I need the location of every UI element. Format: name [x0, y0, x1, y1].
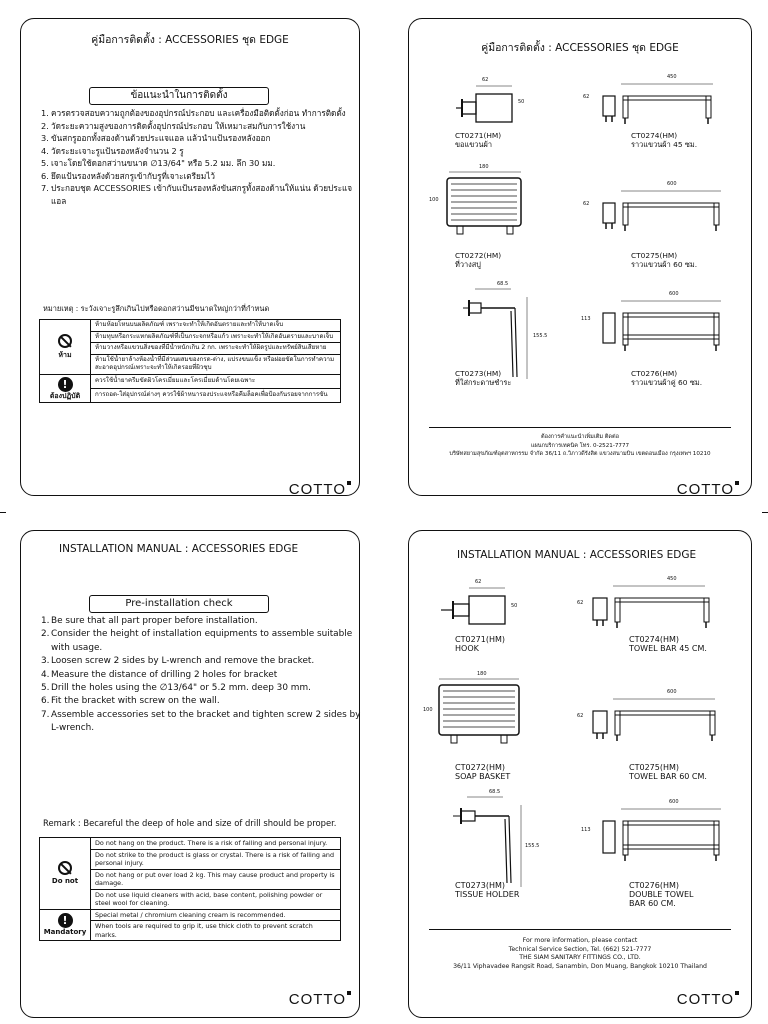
mandatory-item: ควรใช้น้ำยาครีมขัดผิวโครเมี่ยมและโครเมี่ยมด้านโดยเฉพาะ	[91, 374, 341, 388]
step-item: 2. วัดระยะความสูงของการติดตั้งอุปกรณ์ประกอบ ให้เหมาะสมกับการใช้งาน	[41, 120, 306, 131]
english-instructions-panel	[20, 530, 360, 1018]
towel-bar-45-drawing: 450 62	[587, 74, 747, 144]
product-caption: CT0274(HM) TOWEL BAR 45 CM.	[629, 635, 707, 653]
product-caption: CT0276(HM) ราวแขวนผ้าคู่ 60 ซม.	[631, 369, 703, 387]
page-title: INSTALLATION MANUAL : ACCESSORIES EDGE	[59, 543, 299, 555]
prohibited-icon	[58, 861, 72, 875]
donot-item: ห้ามห้อยโหนบนผลิตภัณฑ์ เพราะจะทำให้เกิดอันตรายและทำให้บาดเจ็บ	[91, 320, 341, 332]
donot-item: ห้ามทุบหรือกระแทกผลิตภัณฑ์ที่เป็นกระจกหรือแก้ว เพราะจะทำให้เกิดอันตรายและบาดเจ็บ	[91, 331, 341, 343]
mandatory-symbol-cell: ! ต้องปฏิบัติ	[40, 374, 91, 403]
donot-item: ห้ามวางหรือแขวนสิ่งของที่มีน้ำหนักเกิน 2 กก. เพราะจะทำให้ผิดรูปและทรัพย์สินเสียหาย	[91, 343, 341, 355]
pre-installation-heading: ข้อแนะนำในการติดตั้ง	[89, 87, 269, 105]
installation-steps	[41, 615, 361, 736]
page-title: INSTALLATION MANUAL : ACCESSORIES EDGE	[457, 549, 697, 561]
thai-products-panel	[408, 18, 752, 496]
english-products-panel	[408, 530, 752, 1018]
cotto-logo: COTTO	[289, 991, 351, 1008]
step-item: 2. Consider the height of installation equipments to assemble suitable with usage.	[41, 629, 353, 653]
double-towel-bar-drawing: 600 113	[581, 291, 749, 361]
exclamation-icon: !	[58, 377, 73, 392]
soap-basket-drawing: 180 100	[427, 671, 527, 751]
mandatory-item: When tools are required to grip it, use thick cloth to prevent scratch marks.	[91, 921, 341, 941]
donot-symbol-cell: Do not	[40, 838, 91, 910]
remark-text: Remark : Becareful the deep of hole and size of drill should be proper.	[43, 818, 337, 828]
mandatory-symbol-cell: ! Mandatory	[40, 909, 91, 941]
step-item: 4. Measure the distance of drilling 2 holes for bracket	[41, 669, 278, 680]
step-item: 1. Be sure that all part proper before installation.	[41, 616, 258, 626]
contact-info: ต้องการคำแนะนำเพิ่มเติม ติดต่อ แผนกบริการเทคนิค โทร. 0-2521-7777 บริษัทสยามสุขภัณฑ์อุตสาหกรรม จำกัด 36/11 ถ.วิภาวดีรังสิต แขวงสนามบิน เขตดอนเมือง กรุงเทพฯ 10210	[449, 434, 711, 457]
step-item: 3. ขันสกรูออกทั้งสองด้านด้วยประแจแอล แล้วนำแป้นรองหลังออก	[41, 133, 271, 143]
product-caption: CT0273(HM) ที่ใส่กระดาษชำระ	[455, 369, 512, 387]
page-title: คู่มือการติดตั้ง : ACCESSORIES ชุด EDGE	[481, 42, 679, 54]
soap-basket-drawing: 180 100	[429, 164, 529, 244]
product-caption: CT0273(HM) TISSUE HOLDER	[455, 881, 520, 899]
step-item: 5. Drill the holes using the ∅13/64" or 5.2 mm. deep 30 mm.	[41, 683, 311, 694]
divider-line	[429, 427, 731, 428]
towel-bar-60-drawing: 600 62	[587, 689, 747, 759]
contact-info: For more information, please contact Technical Service Section, Tel. (662) 521-7777 THE SIAM SANITARY FITTINGS CO., LTD. 36/11 Viphavadee Rangsit Road, Sanambin, Don Muang, Bangkok 10210 Thailand	[453, 937, 707, 970]
product-caption: CT0271(HM) ขอแขวนผ้า	[455, 131, 502, 149]
cotto-logo: COTTO	[289, 481, 351, 498]
double-towel-bar-drawing: 600 113	[581, 799, 749, 869]
step-item: 6. Fit the bracket with screw on the wall.	[41, 696, 220, 707]
step-item: 1. ควรตรวจสอบความถูกต้องของอุปกรณ์ประกอบ และเครื่องมือติดตั้งก่อน ทำการติดตั้ง	[41, 108, 346, 118]
cotto-logo: COTTO	[677, 481, 739, 498]
mandatory-item: Special metal / chromium cleaning cream is recommended.	[91, 909, 341, 921]
mandatory-item: การถอด-ใส่อุปกรณ์ต่างๆ ควรใช้ผ้าหนารองประแจหรือคีมล็อคเพื่อป้องกันรอยจากการขัน	[91, 388, 341, 402]
crop-mark	[0, 512, 6, 513]
product-caption: CT0272(HM) SOAP BASKET	[455, 763, 511, 781]
step-item: 4. วัดระยะเจาะรูแป้นรองหลังจำนวน 2 รู	[41, 145, 184, 156]
exclamation-icon: !	[58, 913, 73, 928]
warning-table	[39, 837, 341, 941]
step-item: 5. เจาะโดยใช้ดอกสว่านขนาด ∅13/64" หรือ 5.2 มม. ลึก 30 มม.	[41, 158, 276, 168]
step-item: 7. ประกอบชุด ACCESSORIES เข้ากับแป้นรองหลังขันสกรูทั้งสองด้านให้แน่น ด้วยประแจแอล	[41, 183, 353, 206]
product-caption: CT0272(HM) ที่วางสบู่	[455, 251, 502, 269]
thai-instructions-panel	[20, 18, 360, 496]
product-caption: CT0276(HM) DOUBLE TOWEL BAR 60 CM.	[629, 881, 694, 908]
cotto-logo: COTTO	[677, 991, 739, 1008]
tissue-holder-drawing: 68.5 155.5	[459, 281, 549, 381]
donot-item: ห้ามใช้น้ำยาล้างห้องน้ำที่มีส่วนผสมของกรด-ด่าง, แปรงขนแข็ง หรือฝอยขัดในการทำความสะอาดอุปกรณ์เพราะจะทำให้เกิดรอยที่ผิวชุบ	[91, 354, 341, 374]
tissue-holder-drawing: 68.5 155.5	[437, 789, 537, 889]
donot-item: Do not hang on the product. There is a risk of falling and personal injury.	[91, 838, 341, 850]
page-title: คู่มือการติดตั้ง : ACCESSORIES ชุด EDGE	[91, 34, 289, 46]
product-caption: CT0271(HM) HOOK	[455, 635, 505, 653]
hook-drawing: 62 50	[454, 77, 544, 137]
warning-table	[39, 319, 341, 403]
hook-drawing: 62 50	[431, 579, 521, 639]
divider-line	[429, 929, 731, 930]
step-item: 7. Assemble accessories set to the bracket and tighten screw 2 sides by L-wrench.	[41, 709, 361, 734]
towel-bar-45-drawing: 450 62	[587, 576, 747, 646]
donot-symbol-cell: ห้าม	[40, 320, 91, 375]
prohibited-icon	[58, 334, 72, 348]
donot-item: Do not hang or put over load 2 kg. This may cause product and property is damage.	[91, 869, 341, 889]
crop-mark	[762, 512, 768, 513]
installation-steps	[41, 107, 356, 207]
donot-item: Do not strike to the product is glass or crystal. There is a risk of falling and personal injury.	[91, 849, 341, 869]
donot-item: Do not use liquid cleaners with acid, base content, polishing powder or steel wool for cleaning.	[91, 889, 341, 909]
remark-text: หมายเหตุ : ระวังเจาะรูลึกเกินไปหรือดอกสว่านมีขนาดใหญ่กว่าที่กำหนด	[43, 304, 270, 313]
product-caption: CT0275(HM) ราวแขวนผ้า 60 ซม.	[631, 251, 698, 269]
product-caption: CT0274(HM) ราวแขวนผ้า 45 ซม.	[631, 131, 698, 149]
pre-installation-heading: Pre-installation check	[89, 595, 269, 613]
product-caption: CT0275(HM) TOWEL BAR 60 CM.	[629, 763, 707, 781]
step-item: 6. ยึดแป้นรองหลังด้วยสกรูเข้ากับรูที่เจาะเตรียมไว้	[41, 170, 215, 181]
step-item: 3. Loosen screw 2 sides by L-wrench and remove the bracket.	[41, 656, 315, 667]
towel-bar-60-drawing: 600 62	[587, 181, 747, 251]
